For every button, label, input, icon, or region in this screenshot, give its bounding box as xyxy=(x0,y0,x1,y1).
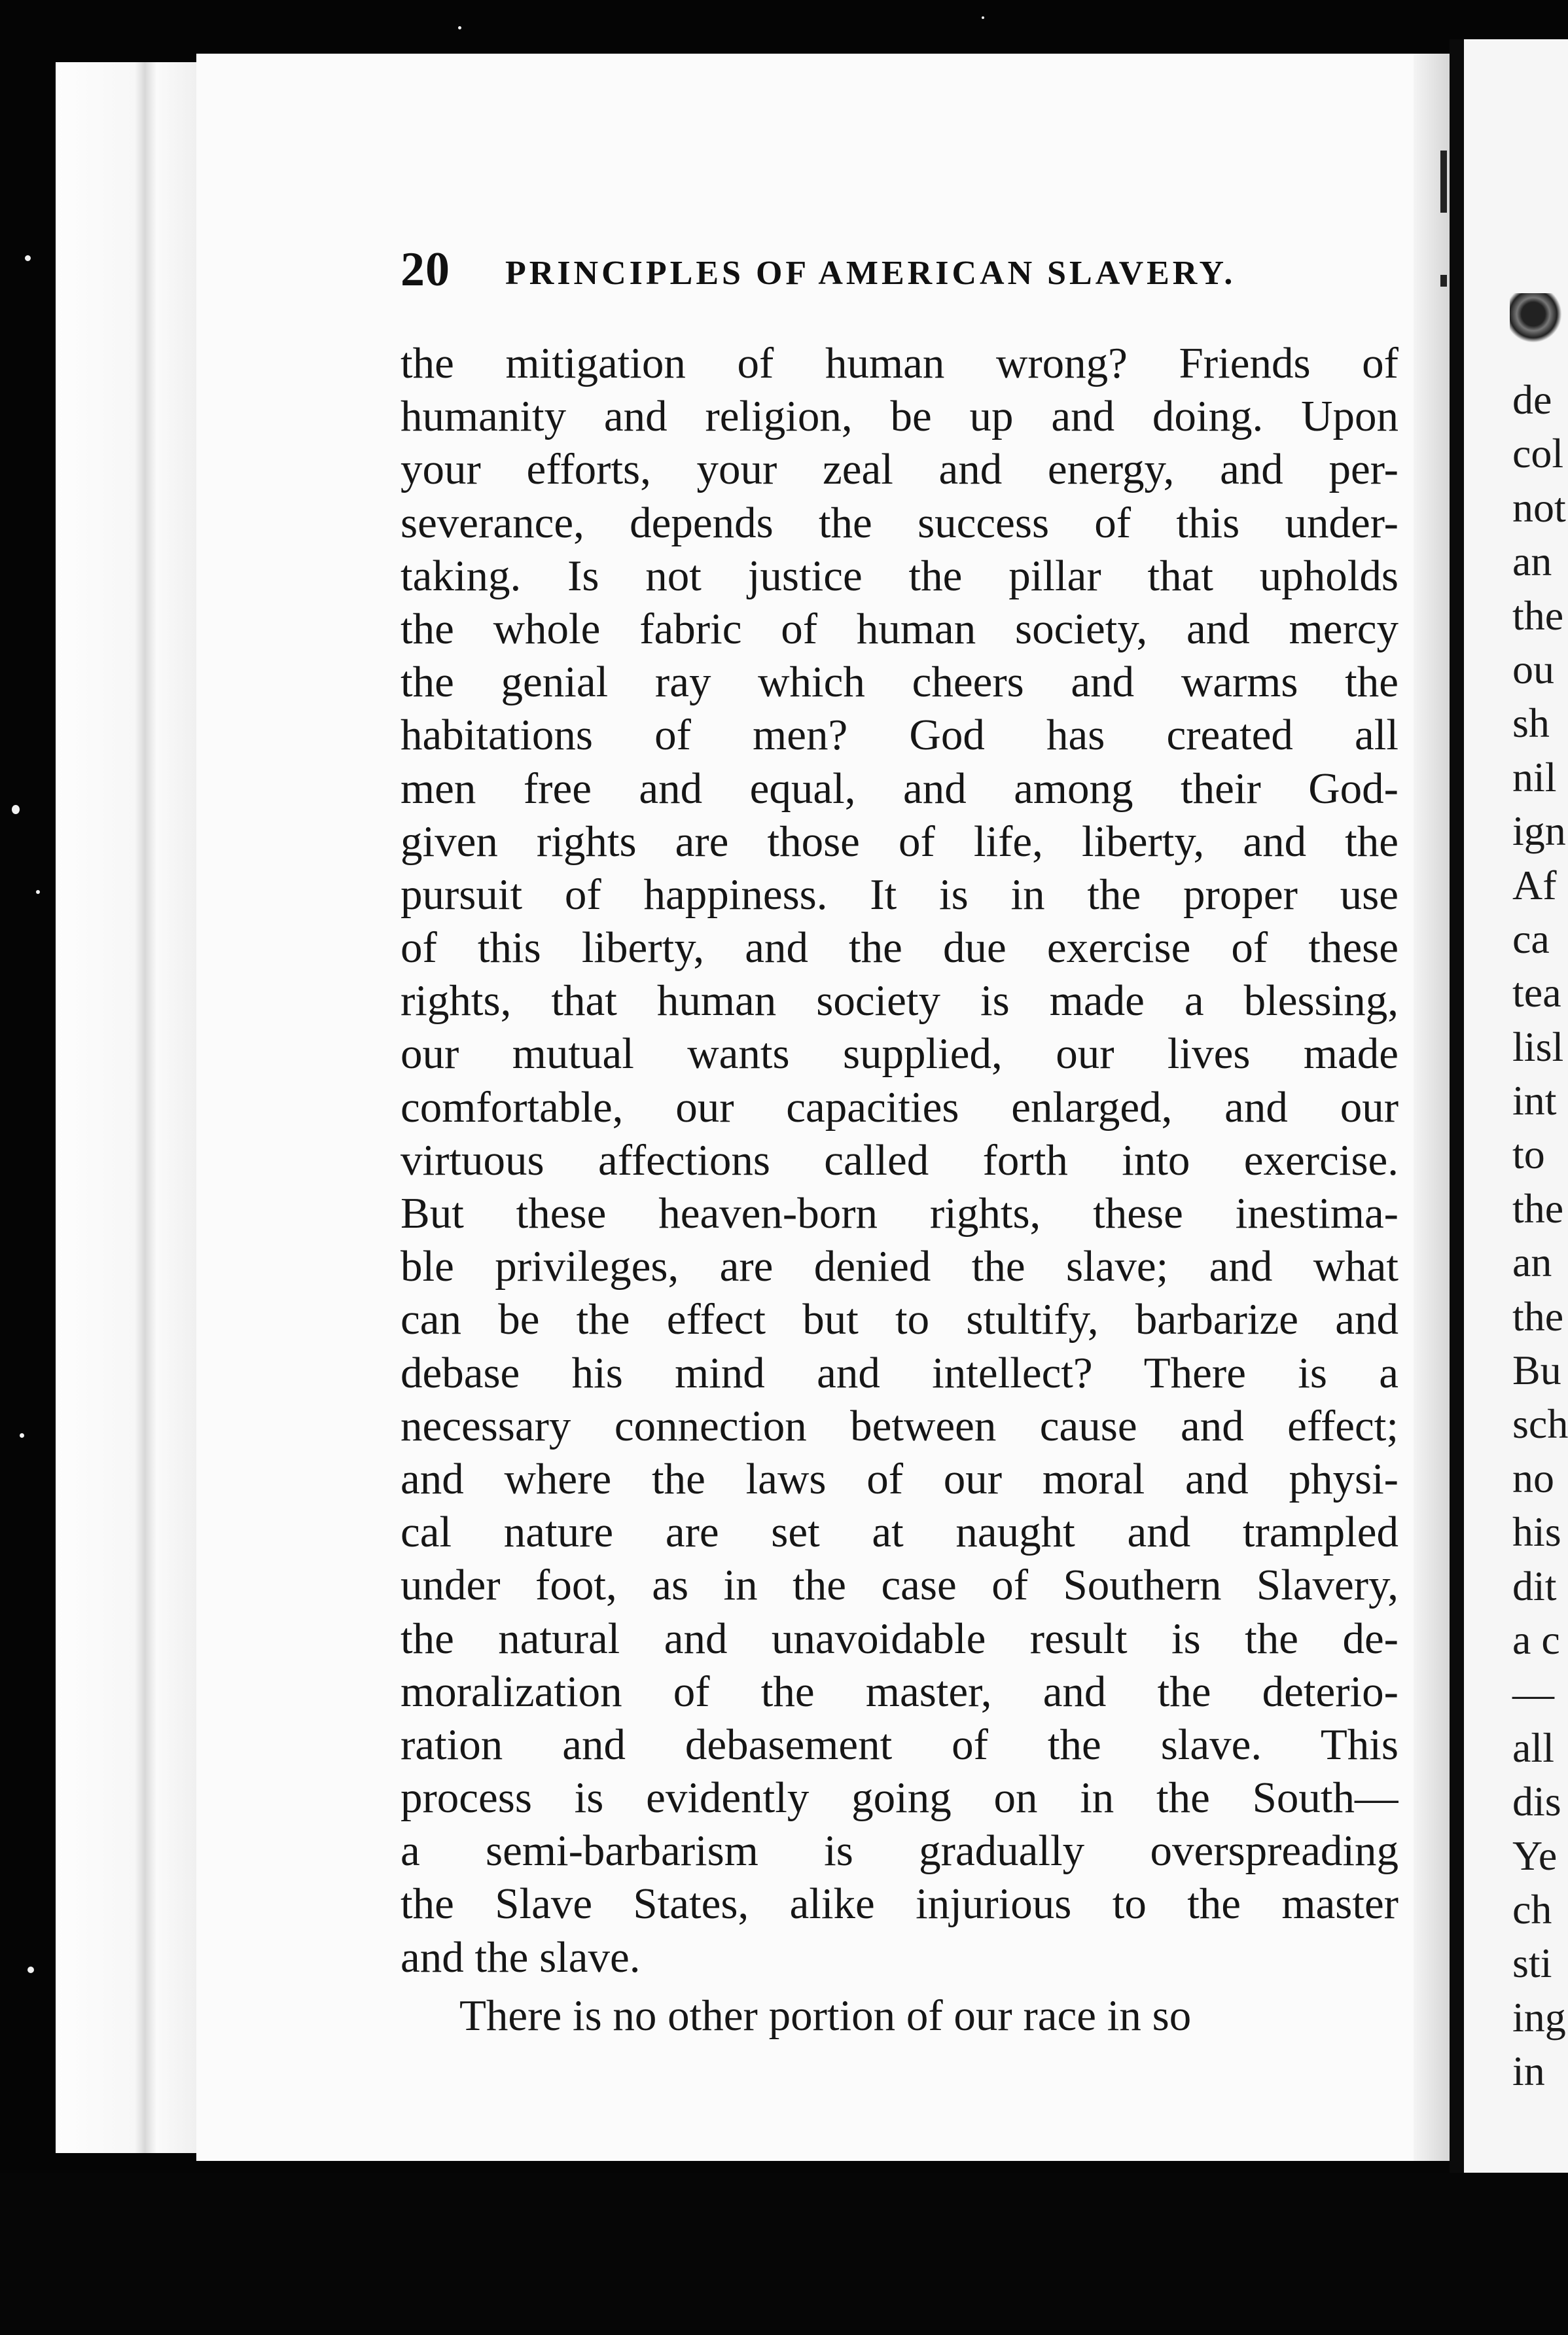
right-page-fragment: de xyxy=(1512,376,1552,423)
body-text xyxy=(401,337,1399,2042)
text-line: and where the laws of our moral and physi- xyxy=(401,1454,1399,1503)
right-page-fragment: ign xyxy=(1512,808,1566,855)
text-line: taking. Is not justice the pillar that upholds xyxy=(401,551,1399,600)
right-page-fragment: an xyxy=(1512,538,1552,585)
text-line: our mutual wants supplied, our lives made xyxy=(401,1029,1399,1078)
right-page-fragment: — xyxy=(1512,1670,1554,1717)
text-line: process is evidently going on in the South— xyxy=(401,1774,1399,1823)
text-line: the natural and unavoidable result is the de- xyxy=(401,1614,1399,1663)
text-line: under foot, as in the case of Southern Slavery, xyxy=(401,1561,1399,1610)
right-page-fragment: col xyxy=(1512,430,1564,477)
right-page-fragment: Af xyxy=(1512,861,1557,908)
gutter-mark xyxy=(1440,151,1447,213)
right-page-fragment: not xyxy=(1512,484,1566,531)
text-line: the genial ray which cheers and warms the xyxy=(401,658,1399,707)
background-speck xyxy=(458,26,461,29)
text-line: ble privileges, are denied the slave; and what xyxy=(401,1242,1399,1291)
text-line: severance, depends the success of this under- xyxy=(401,498,1399,547)
background-speck xyxy=(36,890,40,894)
text-line: the whole fabric of human society, and mercy xyxy=(401,604,1399,653)
background-speck xyxy=(982,16,984,19)
right-page-fragment: sch xyxy=(1512,1400,1568,1448)
text-line: can be the effect but to stultify, barbarize and xyxy=(401,1295,1399,1344)
text-line: But these heaven-born rights, these inestima- xyxy=(401,1189,1399,1238)
background-speck xyxy=(27,1967,34,1973)
right-page-fragment: lisl xyxy=(1512,1023,1564,1070)
right-page-fragment: the xyxy=(1512,592,1564,639)
text-line: necessary connection between cause and effect; xyxy=(401,1401,1399,1450)
right-page-fragment: ca xyxy=(1512,915,1550,962)
right-page-fragment: ch xyxy=(1512,1885,1552,1933)
scanner-bottom-edge xyxy=(0,2173,1568,2335)
text-line: men free and equal, and among their God- xyxy=(401,764,1399,813)
right-page-fragment: his xyxy=(1512,1508,1561,1556)
text-line: your efforts, your zeal and energy, and per- xyxy=(401,445,1399,494)
right-page-fragment: an xyxy=(1512,1239,1552,1286)
text-line: There is no other portion of our race in so xyxy=(459,1991,1192,2040)
right-page-ornament xyxy=(1510,293,1568,346)
right-page-fragment: in xyxy=(1512,2048,1545,2095)
right-page-fragment: the xyxy=(1512,1292,1564,1340)
text-line: moralization of the master, and the deterio- xyxy=(401,1667,1399,1716)
text-line: given rights are those of life, liberty, and the xyxy=(401,817,1399,866)
right-page-fragment: int xyxy=(1512,1077,1557,1124)
right-page-fragment: all xyxy=(1512,1724,1554,1771)
right-page-fragment: nil xyxy=(1512,753,1557,800)
right-page-fragment: the xyxy=(1512,1185,1564,1232)
text-line: pursuit of happiness. It is in the proper use xyxy=(401,870,1399,919)
text-line: ration and debasement of the slave. This xyxy=(401,1720,1399,1769)
running-head: PRINCIPLES OF AMERICAN SLAVERY. xyxy=(505,255,1236,292)
right-page-fragment: a c xyxy=(1512,1616,1560,1663)
book-left-edge xyxy=(56,62,200,2153)
right-page-fragment: sti xyxy=(1512,1940,1552,1987)
right-page-fragment: tea xyxy=(1512,969,1561,1016)
background-speck xyxy=(20,1433,24,1438)
right-page-fragment: Bu xyxy=(1512,1347,1561,1394)
text-line: and the slave. xyxy=(401,1933,641,1982)
right-page-fragment: dit xyxy=(1512,1562,1557,1609)
right-page-fragment: to xyxy=(1512,1131,1545,1178)
right-page-edge xyxy=(1464,39,1568,2173)
text-line: of this liberty, and the due exercise of these xyxy=(401,923,1399,972)
right-page-fragment: ing xyxy=(1512,1993,1566,2041)
page-header xyxy=(401,242,1330,308)
text-line: humanity and religion, be up and doing. Upon xyxy=(401,392,1399,441)
text-line: virtuous affections called forth into exercise. xyxy=(401,1135,1399,1185)
text-line: cal nature are set at naught and trampled xyxy=(401,1508,1399,1557)
right-page-fragment: no xyxy=(1512,1454,1554,1501)
text-line: debase his mind and intellect? There is a xyxy=(401,1348,1399,1397)
text-line: a semi-barbarism is gradually overspreading xyxy=(401,1827,1399,1876)
right-page-fragment: ou xyxy=(1512,645,1554,692)
text-line: habitations of men? God has created all xyxy=(401,711,1399,760)
right-page-fragment: sh xyxy=(1512,700,1550,747)
text-line: comfortable, our capacities enlarged, and our xyxy=(401,1082,1399,1132)
background-speck xyxy=(12,805,20,814)
text-line: the mitigation of human wrong? Friends of xyxy=(401,339,1399,387)
page-fold-shadow xyxy=(1414,54,1450,2161)
page-number: 20 xyxy=(401,243,450,296)
text-line: the Slave States, alike injurious to the master xyxy=(401,1880,1399,1929)
book-gutter xyxy=(1450,39,1464,2173)
right-page-fragment: Ye xyxy=(1512,1832,1558,1879)
right-page-fragment: dis xyxy=(1512,1778,1561,1825)
right-page-text xyxy=(1512,373,1568,2099)
text-line: rights, that human society is made a blessing, xyxy=(401,976,1399,1025)
background-speck xyxy=(25,255,31,261)
gutter-mark xyxy=(1440,275,1447,287)
